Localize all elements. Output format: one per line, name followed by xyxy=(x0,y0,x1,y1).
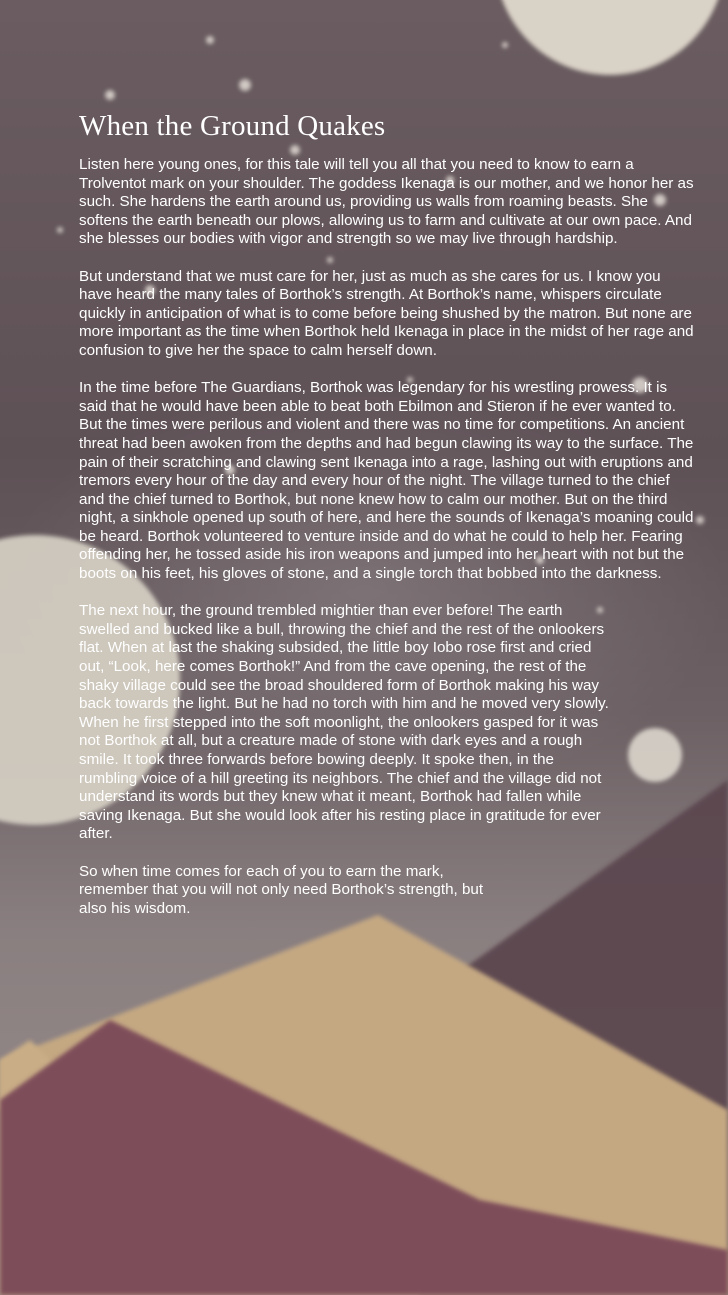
story-container xyxy=(79,108,694,937)
story-paragraph-5: So when time comes for each of you to earn the mark, remember that you will not only need Borthok’s strength, but also his wisdom. xyxy=(79,862,484,917)
story-paragraph-1: Listen here young ones, for this tale will tell you all that you need to know to earn a Trolventot mark on your shoulder. The goddess Ikenaga is our mother, and we honor her as such. She hardens the earth around us, providing us walls from roaming beasts. She softens the earth beneath our plows, allowing us to farm and cultivate at our own pace. And she blesses our bodies with vigor and strength so we may live through hardship. xyxy=(79,156,694,248)
story-paragraph-4: The next hour, the ground trembled mightier than ever before! The earth swelled and bucked like a bull, throwing the chief and the rest of the onlookers flat. When at last the shaking subsided, the little boy Iobo rose first and cried out, “Look, here comes Borthok!” And from the cave opening, the rest of the shaky village could see the broad shouldered form of Borthok making his way back towards the light. But he had no torch with him and he moved very slowly. When he first stepped into the soft moonlight, the onlookers gasped for it was not Borthok at all, but a creature made of stone with dark eyes and a rough smile. It took three forwards before bowing deeply. It spoke then, in the rumbling voice of a hill greeting its neighbors. The chief and the village did not understand its words but they knew what it meant, Borthok had fallen while saving Ikenaga. But she would look after his resting place in gratitude for ever after. xyxy=(79,602,609,843)
story-paragraph-2: But understand that we must care for her, just as much as she cares for us. I know you have heard the many tales of Borthok’s strength. At Borthok’s name, whispers circulate quickly in anticipation of what is to come before being shushed by the matron. But none are more important as the time when Borthok held Ikenaga in place in the midst of her rage and confusion to give her the space to calm herself down. xyxy=(79,267,694,359)
story-title: When the Ground Quakes xyxy=(79,110,386,142)
moon-top-right xyxy=(495,0,725,75)
story-paragraph-3: In the time before The Guardians, Borthok was legendary for his wrestling prowess. It is said that he would have been able to beat both Ebilmon and Stieron if he ever wanted to. But the times were perilous and violent and there was no time for competitions. An ancient threat had been awoken from the depths and had begun clawing its way to the surface. The pain of their scratching and clawing sent Ikenaga into a rage, lashing out with eruptions and tremors every hour of the day and every hour of the night. The village turned to the chief and the chief turned to Borthok, but none knew how to calm our mother. But on the third night, a sinkhole opened up south of here, and here the sounds of Ikenaga’s moaning could be heard. Borthok volunteered to venture inside and do what he could to help her. Fearing offending her, he tossed aside his iron weapons and jumped into her heart with not but the boots on his feet, his gloves of stone, and a single torch that bobbed into the darkness. xyxy=(79,379,694,583)
